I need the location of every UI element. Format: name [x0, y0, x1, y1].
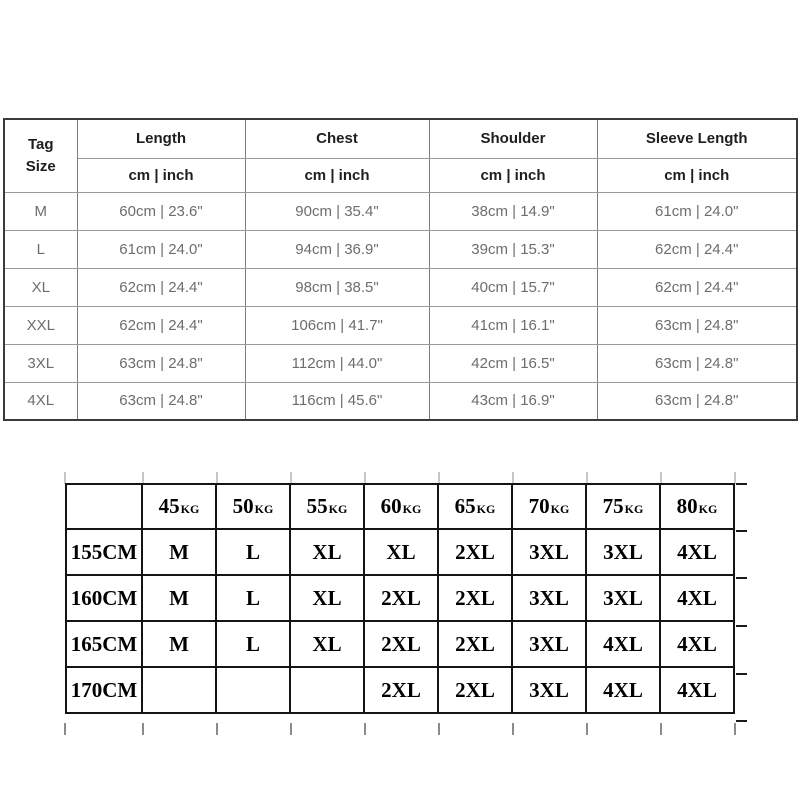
column-header: Shoulder: [429, 119, 597, 158]
weight-unit: KG: [624, 502, 644, 516]
recommended-size-cell: 3XL: [512, 621, 586, 667]
size-row: [4, 344, 797, 382]
corner-line-1: Tag: [27, 136, 54, 153]
size-label: 3XL: [4, 344, 77, 382]
measurement-cell: 42cm | 16.5": [429, 344, 597, 382]
unit-header-row: [4, 158, 797, 192]
recommended-size-cell: 2XL: [364, 667, 438, 713]
weight-header-cell: 80KG: [660, 484, 734, 529]
size-label: XL: [4, 268, 77, 306]
height-label: 160CM: [66, 575, 142, 621]
recommended-size-cell: 3XL: [512, 529, 586, 575]
size-chart-header: [4, 119, 797, 192]
size-chart-body: [4, 192, 797, 420]
recommended-size-cell: 2XL: [438, 529, 512, 575]
recommended-size-cell: 3XL: [586, 529, 660, 575]
tag-size-corner-header: [4, 119, 77, 192]
recommended-size-cell: L: [216, 529, 290, 575]
column-header: Sleeve Length: [597, 119, 797, 158]
weight-unit: KG: [328, 502, 348, 516]
weight-unit: KG: [698, 502, 718, 516]
weight-body: [66, 529, 734, 713]
size-row: [4, 306, 797, 344]
unit-header: cm | inch: [77, 158, 245, 192]
recommended-size-cell: L: [216, 621, 290, 667]
measurement-cell: 63cm | 24.8": [77, 382, 245, 420]
recommended-size-cell: 4XL: [660, 621, 734, 667]
size-label: L: [4, 230, 77, 268]
measurement-cell: 94cm | 36.9": [245, 230, 429, 268]
weight-header-row: [66, 484, 734, 529]
size-row: [4, 268, 797, 306]
measurement-cell: 41cm | 16.1": [429, 306, 597, 344]
size-chart-header-row: [4, 119, 797, 158]
measurement-cell: 63cm | 24.8": [77, 344, 245, 382]
measurement-cell: 116cm | 45.6": [245, 382, 429, 420]
bottom-grid-ticks: [65, 723, 735, 735]
height-row: [66, 529, 734, 575]
recommended-size-cell: 3XL: [512, 575, 586, 621]
recommended-size-cell: L: [216, 575, 290, 621]
height-row: [66, 667, 734, 713]
column-header: Chest: [245, 119, 429, 158]
measurement-cell: 63cm | 24.8": [597, 344, 797, 382]
recommended-size-cell: 4XL: [586, 667, 660, 713]
weight-header-cell: 50KG: [216, 484, 290, 529]
size-row: [4, 192, 797, 230]
recommended-size-cell: 2XL: [438, 575, 512, 621]
weight-unit: KG: [476, 502, 496, 516]
weight-corner-blank: [66, 484, 142, 529]
weight-unit: KG: [550, 502, 570, 516]
recommended-size-cell: XL: [290, 529, 364, 575]
weight-header-cell: 70KG: [512, 484, 586, 529]
recommended-size-cell: [142, 667, 216, 713]
measurement-cell: 98cm | 38.5": [245, 268, 429, 306]
measurement-cell: 60cm | 23.6": [77, 192, 245, 230]
measurement-cell: 62cm | 24.4": [597, 268, 797, 306]
weight-unit: KG: [180, 502, 200, 516]
size-label: 4XL: [4, 382, 77, 420]
unit-header: cm | inch: [245, 158, 429, 192]
recommended-size-cell: 4XL: [660, 529, 734, 575]
measurement-cell: 63cm | 24.8": [597, 306, 797, 344]
recommended-size-cell: 3XL: [512, 667, 586, 713]
weight-header: [66, 484, 734, 529]
unit-header: cm | inch: [597, 158, 797, 192]
column-header: Length: [77, 119, 245, 158]
weight-header-cell: 45KG: [142, 484, 216, 529]
weight-header-cell: 55KG: [290, 484, 364, 529]
weight-height-table: [65, 483, 735, 714]
measurement-cell: 40cm | 15.7": [429, 268, 597, 306]
height-label: 155CM: [66, 529, 142, 575]
recommended-size-cell: 2XL: [364, 575, 438, 621]
recommended-size-cell: [216, 667, 290, 713]
corner-line-2: Size: [25, 157, 56, 175]
measurement-cell: 90cm | 35.4": [245, 192, 429, 230]
weight-header-cell: 75KG: [586, 484, 660, 529]
recommended-size-cell: [290, 667, 364, 713]
recommended-size-cell: 2XL: [364, 621, 438, 667]
measurement-cell: 43cm | 16.9": [429, 382, 597, 420]
size-row: [4, 230, 797, 268]
height-row: [66, 575, 734, 621]
weight-header-cell: 65KG: [438, 484, 512, 529]
right-grid-ticks: [736, 484, 747, 721]
measurement-cell: 106cm | 41.7": [245, 306, 429, 344]
recommended-size-cell: 3XL: [586, 575, 660, 621]
recommended-size-cell: 4XL: [660, 575, 734, 621]
recommended-size-cell: XL: [290, 575, 364, 621]
measurement-cell: 112cm | 44.0": [245, 344, 429, 382]
recommended-size-cell: M: [142, 621, 216, 667]
size-label: XXL: [4, 306, 77, 344]
measurement-cell: 61cm | 24.0": [77, 230, 245, 268]
unit-header: cm | inch: [429, 158, 597, 192]
measurement-cell: 62cm | 24.4": [77, 306, 245, 344]
measurement-cell: 62cm | 24.4": [597, 230, 797, 268]
recommended-size-cell: XL: [364, 529, 438, 575]
weight-header-cell: 60KG: [364, 484, 438, 529]
weight-unit: KG: [402, 502, 422, 516]
size-label: M: [4, 192, 77, 230]
measurement-cell: 61cm | 24.0": [597, 192, 797, 230]
measurement-cell: 39cm | 15.3": [429, 230, 597, 268]
recommended-size-cell: 2XL: [438, 621, 512, 667]
recommended-size-cell: 4XL: [660, 667, 734, 713]
measurement-cell: 62cm | 24.4": [77, 268, 245, 306]
recommended-size-cell: M: [142, 575, 216, 621]
height-label: 165CM: [66, 621, 142, 667]
recommended-size-cell: 4XL: [586, 621, 660, 667]
measurement-cell: 38cm | 14.9": [429, 192, 597, 230]
weight-unit: KG: [254, 502, 274, 516]
recommended-size-cell: XL: [290, 621, 364, 667]
recommended-size-cell: M: [142, 529, 216, 575]
recommended-size-cell: 2XL: [438, 667, 512, 713]
size-chart-table: [3, 118, 798, 421]
height-label: 170CM: [66, 667, 142, 713]
size-row: [4, 382, 797, 420]
measurement-cell: 63cm | 24.8": [597, 382, 797, 420]
height-row: [66, 621, 734, 667]
